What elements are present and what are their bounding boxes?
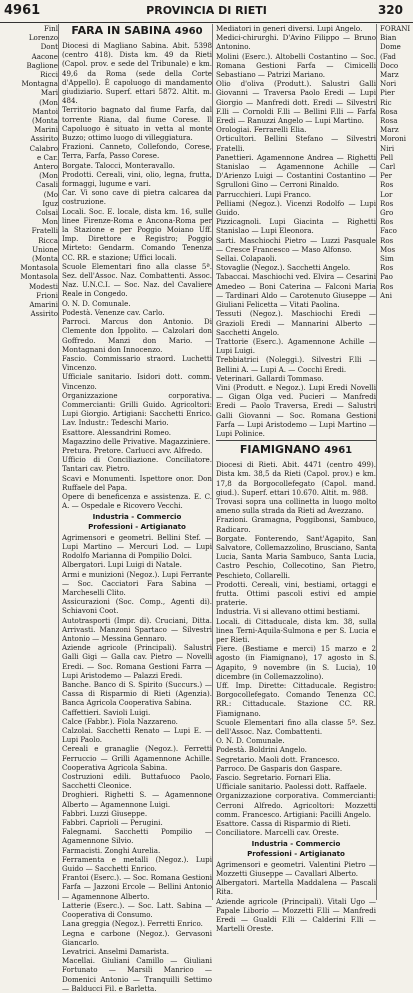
cropped-text-line: Unione <box>32 244 58 254</box>
cropped-text-line: Antero <box>33 162 58 172</box>
trade-entry: Assicurazioni (Soc. Comp., Agenti di). Schiavoni Coot. <box>62 597 212 616</box>
paragraph: Magazzino delle Privative. Magazziniere. <box>62 436 211 446</box>
trades-list <box>216 860 376 934</box>
paragraph: Diocesi di Rieti. Abit. 4471 (centro 499). Dista km. 38,5 da Rieti (Capol. prov.) e km. 17,8 da Borgocollefegato (Capol. mand. giud.). Superf. ettari 10.670. Altit. m. 988. <box>216 460 376 497</box>
cropped-text-line: Modesti <box>28 281 58 291</box>
paragraph: Industria. Vi si allevano ottimi bestiami. <box>216 607 360 617</box>
cropped-text-line: Iguz <box>42 198 58 208</box>
cropped-text-line: Assirito <box>30 309 58 319</box>
cropped-text-line: Frioni <box>36 290 58 300</box>
paragraph: Locali. di Cittaducale, dista km. 38, sulla linea Terni-Aquila-Sulmona e per S. Lucia e per Rieti. <box>216 616 376 644</box>
paragraph: Fascio. Segretario. Fornari Elia. <box>216 773 331 783</box>
cropped-text-line: Ricci <box>40 70 58 80</box>
cropped-text-line: Dont <box>40 42 58 52</box>
cropped-text-line: (Mo <box>43 189 58 199</box>
cropped-text-line: Baglione <box>26 60 58 70</box>
trade-entry: Molini (Eserc.). Altobelli Costantino — Soc. Romana Gestioni Farfa — Cimicelli Sebastiano — Patrizi Mariano. <box>216 51 376 80</box>
trade-entry: Fabbri. Caprioli — Perugini. <box>62 818 163 828</box>
trade-entry: Albergatori. Lupi Luigi di Natale. <box>62 560 182 570</box>
trade-entry: Aziende agricole (Principali). Vitali Ugo — Papale Liborio — Mozzetti F.lli — Manfredi Eredi — Gualdi F.lli — Calderini F.lli — Martelli Oreste. <box>216 896 376 934</box>
town-number: 4961 <box>324 445 353 457</box>
paragraph: O. N. D. Comunale. <box>62 298 131 308</box>
cropped-text-line: (Mon <box>39 97 58 107</box>
trade-entry: Autotrasporti (Impr. di). Cruciani, Ditta. Arrivasti. Manzoni Spartaco — Silvestri Antonio — Messina Gennaro. <box>62 615 212 643</box>
cropped-text-line: Fratelli <box>31 226 58 236</box>
trade-entry: Sarti. Maschiochi Pietro — Luzzi Pasquale — Cresce Francesco — Maso Alfonso. <box>216 235 376 254</box>
cropped-text-line: Lor <box>380 189 393 199</box>
paragraph: Car. Vi sono cave di pietra calcarea da costruzione. <box>62 188 212 207</box>
paragraph: Organizzazione corporativa. Commercianti: Cerroni Alfredo. Agricoltori: Mozzetti comm. Francesco. Artigiani: Pacilli Angelo. <box>216 791 376 819</box>
town-name: FARA IN SABINA <box>71 24 171 37</box>
cropped-text-line: Faco <box>380 226 397 236</box>
paragraph: Esattore. Cassa di Risparmio di Rieti. <box>216 819 351 829</box>
divider <box>216 440 376 441</box>
page-number-left: 4961 <box>4 3 41 18</box>
cropped-text-line: FORANI <box>380 24 411 33</box>
trade-entry: Frantoi (Eserc.). — Soc. Romana Gestioni Farfa — Jazzoni Ercole — Bellini Antonio — Agamennone Alberto. <box>62 873 212 901</box>
paragraph: Opere di beneficenza e assistenza. E. C. A. — Ospedale e Ricovero Vecchi. <box>62 491 212 511</box>
trade-entry: Agrimensori e geometri. Valentini Pietro — Mozzetti Giuseppe — Cavallari Alberto. <box>216 859 376 879</box>
trade-entry: Sellai. Colapaoli. <box>216 254 277 264</box>
trade-entry: Falegnami. Sacchetti Pompilio — Agamennone Silvio. <box>62 827 212 846</box>
town-name: FIAMIGNANO <box>239 443 321 457</box>
trade-entry: Banche. Banco di S. Spirito (Succurs.) — Cassa di Risparmio di Rieti (Agenzia). Banca Agricola Cooperativa Sabina. <box>62 680 212 708</box>
trade-entry: Farmacisti. Zonghi Aurelia. <box>62 845 161 855</box>
cropped-text-line: Ani <box>380 290 392 300</box>
cropped-text-line: Pier <box>380 88 395 98</box>
trades-list <box>62 533 212 993</box>
trade-entry: Cereali e granaglie (Negoz.). Ferretti Ferruccio — Grilli Agamennone Achille. Cooperativa Agricola Sabina. <box>62 744 212 772</box>
trade-entry: Veterinari. Gallardi Tommaso. <box>216 373 324 383</box>
trade-entry: Panettieri. Agamennone Andrea — Righetti Stanislao — Agamennone Achille — D'Arienzo Luigi — Costantini Costantino — Sgrulloni Gino — Cerroni Rinaldo. <box>216 152 376 190</box>
cropped-text-line: Rosa <box>380 106 398 116</box>
paragraph: Esattore. Alessandrini Romeo. <box>62 427 172 437</box>
cropped-text-line: Moroni <box>380 134 407 144</box>
paragraph: O. N. D. Comunale. <box>216 736 285 746</box>
cropped-text-line: Montasola <box>20 272 58 282</box>
cropped-text-line: Colsai <box>35 208 58 218</box>
page-number-right: 320 <box>377 3 403 17</box>
trade-entry: Trebbiatrici (Noleggi.). Silvestri F.lli — Bellini A. — Lupi A. — Cocchi Eredi. <box>216 355 376 374</box>
cropped-text-line: Ros <box>380 235 394 245</box>
cropped-text-line: Ros <box>380 198 394 208</box>
cropped-text-line: Ros <box>380 263 394 273</box>
section-heading: Industria - Commercio Professioni - Artigianato <box>88 512 186 531</box>
cropped-text-line: Calabro <box>29 143 58 153</box>
paragraph: Diocesi di Magliano Sabina. Abit. 5398 (centro 418). Dista km. 49 da Rieti (Capol. prov. e sede del Tribunale) e km. 49,6 da Roma (sede della Corte d'Appello). È capoluogo di mandamento giudiziario. Superf. ettari 5872. Altit. m. 484. <box>62 41 212 106</box>
cropped-text-line: (Mon <box>39 171 58 181</box>
cropped-text-line: Mos <box>380 244 396 254</box>
trade-entry: Medici-chirurghi. D'Avino Filippo — Bruno Antonino. <box>216 33 376 52</box>
town-number: 4960 <box>174 26 203 37</box>
trade-entry: Armi e munizioni (Negoz.). Lupi Ferrante — Soc. Cacciatori Fara Sabina — Marcheselli Clito. <box>62 569 212 597</box>
running-title: PROVINCIA DI RIETI <box>146 4 267 17</box>
paragraph: Trovasi sopra una collinetta in luogo molto ameno sulla strada da Rieti ad Avezzano. <box>216 496 376 516</box>
trade-entry: Macellai. Giuliani Camillo — Giuliani Fortunato — Marsili Manrico — Domenici Antonio — Tranquilli Settimo — Balducci Fil. e Barletta. <box>62 956 212 993</box>
trade-entry: Latterie (Eserc.). — Soc. Latt. Sabina — Cooperativa di Consumo. <box>62 900 212 920</box>
paragraph: Locali. Soc. E. locale, dista km. 16, sulle linee Firenze-Roma e Ancona-Roma per la Stazione e per Poggio Moiano Uff. Imp. Direttore e Registro; Poggio Mirteto: Gendarm. Comando Tenenza CC. RR. e stazione; Uffici locali. <box>62 206 212 262</box>
cropped-text-line: Dome <box>380 42 401 52</box>
cropped-text-line: Gro <box>380 208 394 218</box>
trade-entry: Stovaglie (Negoz.). Sacchetti Angelo. <box>216 263 351 273</box>
paragraph: Fascio. Commissario straord. Luchetti Vincenzo. <box>62 353 212 373</box>
cropped-text-line: Casali <box>35 180 58 190</box>
paragraph: Frazioni. Canneto, Collefondo, Corese, Terra, Farfa, Passo Corese. <box>62 142 212 161</box>
trade-entry: Droghieri. Righetti S. — Agamennone Alberto — Agamennone Luigi. <box>62 790 212 809</box>
column-fara-in-sabina <box>62 24 213 993</box>
paragraph: Scavi e Monumenti. Ispettore onor. Don Ruffaele del Papa. <box>62 473 212 492</box>
paragraph: Fiere. (Bestiame e merci) 15 marzo e 2 agosto (in Fiamignano), 17 agosto in S. Agapito, 9 novembre (in S. Lucia), 10 dicembre (in Collemazzolino). <box>216 644 376 681</box>
cropped-text-line: Marz <box>380 125 399 135</box>
cropped-text-line: (Fad <box>380 51 396 61</box>
paragraph: Parroci. Marcus don Antonio. Di Clemente don Ippolito. — Calzolari don Goffredo. Manzi don Mario. — Montagnani don Innocenzo. <box>62 317 212 354</box>
trade-entry: Pelliami (Negoz.). Vicenzi Rodolfo — Lupi Guido. <box>216 198 376 218</box>
cropped-text-line: Aacone <box>31 51 58 61</box>
cropped-text-line: Carl <box>380 162 396 172</box>
cropped-text-line: Marini <box>34 125 58 135</box>
paragraph: Podestà. Venenze cav. Carlo. <box>62 307 165 317</box>
town-description <box>62 41 212 510</box>
column-fiamignano <box>216 24 377 934</box>
paragraph: Prodotti. Cereali, vini, olio, legna, frutta, formaggi, lugume e vari. <box>62 169 212 189</box>
cropped-text-line: Mari <box>40 88 58 98</box>
trade-entry: Fabbri. Luzzi Giuseppe. <box>62 808 148 818</box>
trade-entry: Aziende agricole (Principali). Salustri Galli Gigi — Galla cav. Pietro — Novelli Eredi. — Soc. Romana Gestioni Farra — Lupi Aristodemo — Palazzi Eredi. <box>62 643 212 680</box>
paragraph: Frazioni. Gramagna, Poggibonsi, Sambuco, Radicaro. <box>216 515 376 534</box>
trade-entry: Albergatori. Martella Maddalena — Pascali Rita. <box>216 878 376 897</box>
town-description <box>216 460 376 837</box>
paragraph: Ufficiale sanitario. Paolessi dott. Raffaele. <box>216 782 367 792</box>
paragraph: Borgate. Fonterendo, Sant'Agapito, San Salvatore, Collemazzolino, Brusciano, Santa Lucia, Santa Maria Sambuco, Santa Lucia, Castro Peschio, Collecotino, San Pietro, Peschieto, Collarelli. <box>216 533 376 580</box>
cropped-text-line: Pell <box>380 152 394 162</box>
paragraph: Uff. Imp. Dirette: Cittaducale. Registro: Borgocollefegato. Comando Tenenza CC. RR.: Cittaducale. Stazione CC. RR. Fiamignano. <box>216 681 376 718</box>
cropped-text-line: Ros <box>380 281 394 291</box>
paragraph: Conciliatore. Marcelli cav. Oreste. <box>216 828 339 838</box>
cropped-text-line: Niri <box>380 143 395 153</box>
right-cropped-column <box>380 24 413 900</box>
trades-list-continued <box>216 24 376 438</box>
cropped-text-line: Pao <box>380 272 393 282</box>
cropped-text-line: Lorenzo <box>28 33 58 43</box>
trade-entry: Tabaccai. Maschiochi ved. Elvira — Cesarini Amedeo — Boni Caterina — Falconi Maria — Tardinari Aldo — Carotenuto Giuseppe — Giuliani Felicetta — Vitati Paolina. <box>216 272 376 310</box>
trade-entry: Vini (Produtt. e Negoz.). Lupi Eredi Novelli — Gigan Olga ved. Pucieri — Manfredi Eredi — Paolo Traversa, Eredi — Salustri Galli Giovanni — Soc. Romana Gestioni Farfa — Lupi Aristodemo — Lupi Martino — Lupi Polinice. <box>216 382 376 438</box>
paragraph: Scuole Elementari fino alla classe 5ª. Sez. dell'Assoc. Naz. Combattenti. <box>216 717 376 737</box>
trade-entry: Ferramenta e metalli (Negoz.). Lupi Guido — Sacchetti Enrico. <box>62 854 212 874</box>
cropped-text-line: Marz <box>380 70 399 80</box>
cropped-text-line: Nori <box>380 79 397 89</box>
cropped-text-line: Per <box>380 171 393 181</box>
paragraph: Borgate. Talocci, Monteravallo. <box>62 160 175 170</box>
trade-entry: Tessuti (Negoz.). Maschiochi Eredi — Grazioli Eredi — Mannarini Alberto — Sacchetti Angelo. <box>216 309 376 337</box>
paragraph: Organizzazione corporativa. Commercianti: Grilli Guido. Agricoltori: Lupi Giorgio. Artigiani: Sacchetti Enrico. Lav. Industr.: Tedeschi Mario. <box>62 390 212 428</box>
trade-entry: Mediatori in generi diversi. Lupi Angelo. <box>216 24 363 33</box>
cropped-text-line: Ros <box>380 180 394 190</box>
paragraph: Parroco. De Gasparis don Gaspare. <box>216 763 343 773</box>
cropped-text-line: Bian <box>380 33 397 43</box>
cropped-text-line: Ros <box>380 217 394 227</box>
cropped-text-line: (Monta <box>32 254 58 264</box>
cropped-text-line: Rosa <box>380 116 398 126</box>
paragraph: Ufficio di Conciliazione. Conciliatore. Tantari cav. Pietro. <box>62 455 212 474</box>
trade-entry: Pizzicagnoli. Lupi Giacinta — Righetti Stanislao — Lupi Eleonora. <box>216 217 376 236</box>
cropped-text-line: Montagna <box>21 79 58 89</box>
paragraph: Territorio bagnato dal fiume Farfa, dal torrente Riana, dal fiume Corese. Il Capoluogo è situato in vetta al monte Buzzo; ottimo luogo di villeggiatura. <box>62 105 212 143</box>
cropped-text-line: Ric <box>380 97 392 107</box>
trade-entry: Lana greggia (Negoz.). Ferretti Enrico. <box>62 919 203 929</box>
page-header <box>0 0 413 23</box>
trade-entry: Trattorie (Eserc.). Agamennone Achille — Lupi Luigi. <box>216 336 376 356</box>
cropped-text-line: Sim <box>380 254 394 264</box>
paragraph: Pretura. Pretore. Carlucci avv. Alfredo. <box>62 445 203 455</box>
cropped-text-line: Doco <box>380 60 399 70</box>
paragraph: Ufficiale sanitario. Isidori dott. comm. Vincenzo. <box>62 372 212 391</box>
trade-entry: Caffettieri. Savioli Luigi. <box>62 707 151 717</box>
trade-entry: Calzolai. Sacchetti Renato — Lupi E. — Lupi Paolo. <box>62 726 212 745</box>
town-heading-fiamignano <box>216 443 376 458</box>
trade-entry: Orticultori. Bellini Stefano — Silvestri Fratelli. <box>216 134 376 153</box>
cropped-text-line: Assirito <box>30 134 58 144</box>
paragraph: Segretario. Maoli dott. Francesco. <box>216 754 340 764</box>
trade-entry: Legna e carbone (Negoz.). Gervasoni Giancarlo. <box>62 928 212 947</box>
cropped-text-line: Amarini <box>29 300 58 310</box>
paragraph: Prodotti. Cereali, vini, bestiami, ortaggi e frutta. Ottimi pascoli estivi ed ampie praterie. <box>216 579 376 608</box>
trade-entry: Levatrici. Anselmi Damarista. <box>62 946 169 956</box>
cropped-text-line: Finl <box>43 24 58 33</box>
town-heading-fara <box>62 24 212 39</box>
cropped-text-line: Mon <box>41 217 58 227</box>
cropped-text-line: (Monta <box>32 116 58 126</box>
paragraph: Scuole Elementari fino alla classe 5ª. Sez. dell'Assoc. Naz. Combattenti. Assoc. Naz. U.N.C.I. — Soc. Naz. del Cavaliere Reale in Congedo. <box>62 261 212 299</box>
section-heading: Industria - Commercio Professioni - Artigianato <box>247 839 345 858</box>
trade-entry: Orologiai. Ferrarelli Elia. <box>216 125 307 135</box>
cropped-text-line: Ricca <box>38 235 58 245</box>
paragraph: Podestà. Boldrini Angelo. <box>216 745 307 755</box>
left-cropped-column <box>0 24 59 900</box>
trade-entry: Costruzioni edili. Buttafuoco Paolo, Sacchetti Cleonice. <box>62 772 212 791</box>
trade-entry: Parrucchieri. Lupi Franco. <box>216 189 312 199</box>
cropped-text-line: Mantoi <box>32 106 58 116</box>
trade-entry: Calce (Fabbr.). Fiola Nazzareno. <box>62 716 178 726</box>
cropped-text-line: Montasola <box>20 263 58 273</box>
cropped-text-line: e Car. <box>37 152 58 162</box>
trade-entry: Agrimensori e geometri. Bellini Stef. — Lupi Martino — Mercuri Lod. — Lupi Rodolfo Marianna di Pompilio Dolci. <box>62 532 212 561</box>
trade-entry: Olio d'oliva (Produtt.). Salustri Galli Giovanni — Traversa Paolo Eredi — Lupi Giorgio — Manfredi dott. Eredi — Silvestri F.lli — Cornoldi F.lli — Bellini F.lli — Farfa Eredi — Ranuzzi Angelo — Lupi Martino. <box>216 79 376 126</box>
